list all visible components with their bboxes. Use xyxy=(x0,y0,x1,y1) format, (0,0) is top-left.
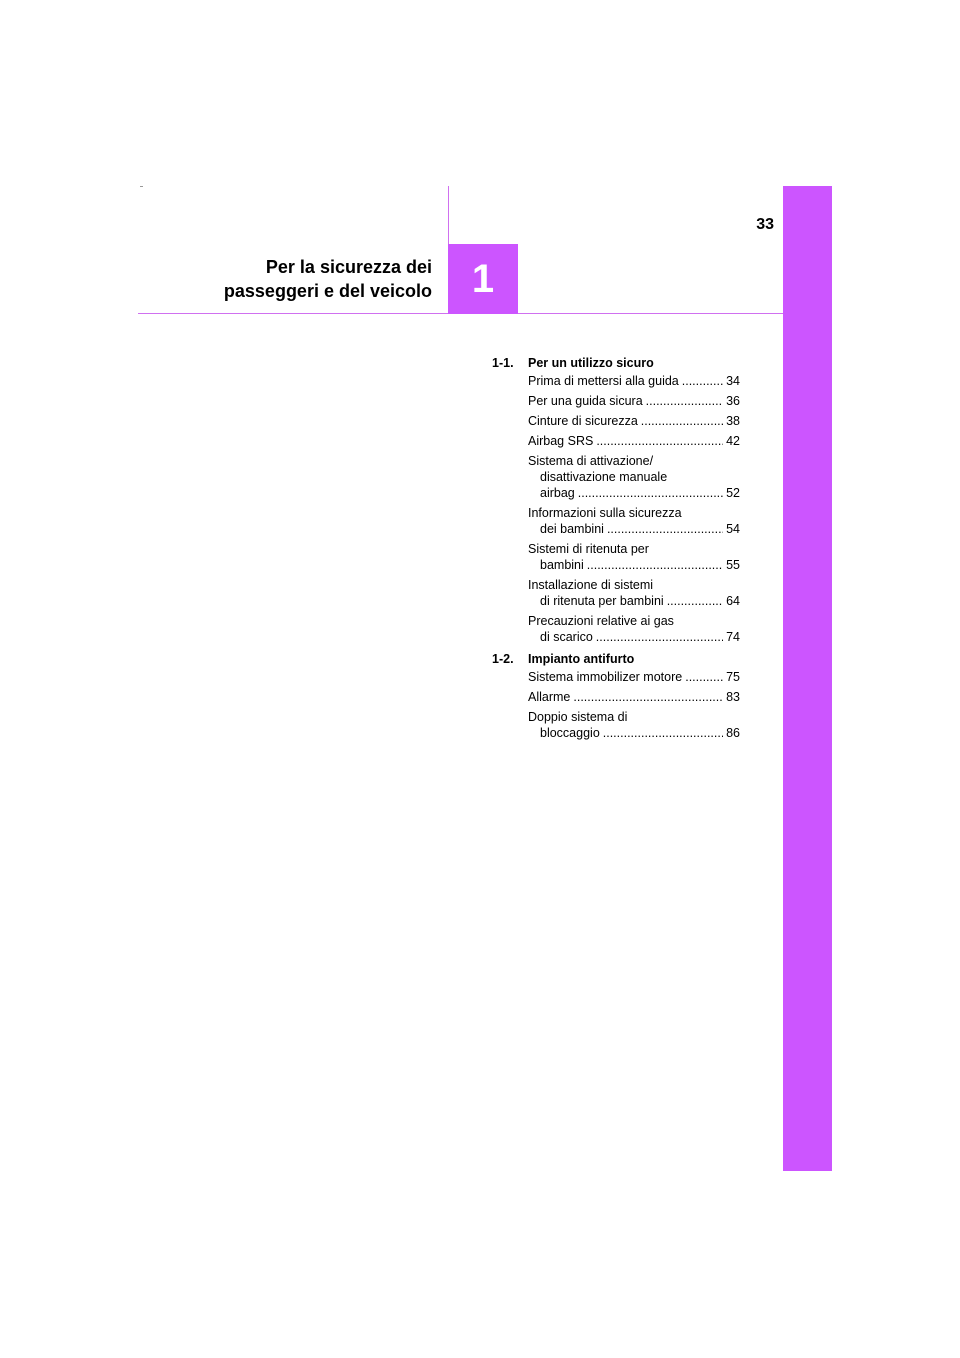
toc-entry[interactable] xyxy=(528,413,740,429)
toc-entry[interactable] xyxy=(528,541,740,573)
toc-entry-title: Prima di mettersi alla guida xyxy=(528,374,679,388)
toc-entry-title: bloccaggio xyxy=(540,726,600,740)
toc-entry-page: 34 xyxy=(726,374,740,388)
toc-leader-dots xyxy=(667,593,723,609)
toc-entry-title: bambini xyxy=(540,558,584,572)
chapter-number-box xyxy=(448,244,518,314)
toc-entry-page: 75 xyxy=(726,670,740,684)
toc-entry-page: 83 xyxy=(726,690,740,704)
toc-entry-title: Sistema immobilizer motore xyxy=(528,670,683,684)
toc-entry-line: Installazione di sistemi xyxy=(528,578,654,592)
toc-entry-page: 64 xyxy=(726,594,740,608)
page-number: 33 xyxy=(756,216,774,233)
chapter-number: 1 xyxy=(471,256,495,301)
toc-entry-page: 74 xyxy=(726,630,740,644)
toc-section xyxy=(492,353,740,645)
toc-leader-dots xyxy=(682,373,723,389)
toc-leader-dots xyxy=(573,689,723,705)
toc-entry-title: Allarme xyxy=(528,690,571,704)
toc-entry-line: Sistemi di ritenuta per xyxy=(528,542,649,556)
toc-entry-title: Cinture di sicurezza xyxy=(528,414,638,428)
toc-entry[interactable] xyxy=(528,613,740,645)
toc-entry-page: 42 xyxy=(726,434,740,448)
toc-leader-dots xyxy=(596,433,723,449)
toc-leader-dots xyxy=(596,629,723,645)
toc-entry-line: Precauzioni relative ai gas xyxy=(528,614,674,628)
toc-leader-dots xyxy=(607,521,723,537)
toc-entry[interactable] xyxy=(528,669,740,685)
toc-entry-page: 54 xyxy=(726,522,740,536)
toc-entry-title: Per una guida sicura xyxy=(528,394,643,408)
chapter-title-line-1: Per la sicurezza dei xyxy=(265,257,432,277)
toc-entry-line: disattivazione manuale xyxy=(540,470,668,484)
toc-entry-page: 52 xyxy=(726,486,740,500)
toc-entry-title: Airbag SRS xyxy=(528,434,594,448)
toc-entry[interactable] xyxy=(528,453,740,501)
toc-section-title: Impianto antifurto xyxy=(528,652,635,666)
toc-leader-dots xyxy=(685,669,723,685)
toc-entry[interactable] xyxy=(528,709,740,741)
toc-leader-dots xyxy=(641,413,723,429)
toc-entry-title: di ritenuta per bambini xyxy=(540,594,664,608)
toc-entry-page: 86 xyxy=(726,726,740,740)
toc-entry[interactable] xyxy=(528,393,740,409)
toc-entry-page: 55 xyxy=(726,558,740,572)
toc-section xyxy=(492,649,740,741)
toc-section-heading[interactable] xyxy=(492,353,740,373)
toc-entry-line: Informazioni sulla sicurezza xyxy=(528,506,682,520)
table-of-contents xyxy=(492,353,740,745)
toc-leader-dots xyxy=(578,485,723,501)
corner-mark xyxy=(140,186,143,187)
toc-section-heading[interactable] xyxy=(492,649,740,669)
toc-leader-dots xyxy=(587,557,723,573)
toc-entry[interactable] xyxy=(528,577,740,609)
chapter-title xyxy=(150,255,432,303)
toc-entry-title: di scarico xyxy=(540,630,593,644)
toc-entry-line: Doppio sistema di xyxy=(528,710,628,724)
chapter-title-line-2: passeggeri e del veicolo xyxy=(223,281,432,301)
header-divider-vertical xyxy=(448,186,449,244)
toc-entry[interactable] xyxy=(528,433,740,449)
toc-section-number: 1-1. xyxy=(492,356,514,370)
toc-entry-page: 36 xyxy=(726,394,740,408)
toc-entry-title: dei bambini xyxy=(540,522,604,536)
chapter-side-tab xyxy=(783,186,832,1171)
toc-entry[interactable] xyxy=(528,689,740,705)
toc-entry-title: airbag xyxy=(540,486,575,500)
toc-leader-dots xyxy=(603,725,723,741)
toc-entry[interactable] xyxy=(528,373,740,389)
toc-entry-line: Sistema di attivazione/ xyxy=(528,454,654,468)
toc-entry-page: 38 xyxy=(726,414,740,428)
toc-leader-dots xyxy=(646,393,723,409)
toc-section-number: 1-2. xyxy=(492,652,514,666)
toc-entry[interactable] xyxy=(528,505,740,537)
toc-section-title: Per un utilizzo sicuro xyxy=(528,356,654,370)
